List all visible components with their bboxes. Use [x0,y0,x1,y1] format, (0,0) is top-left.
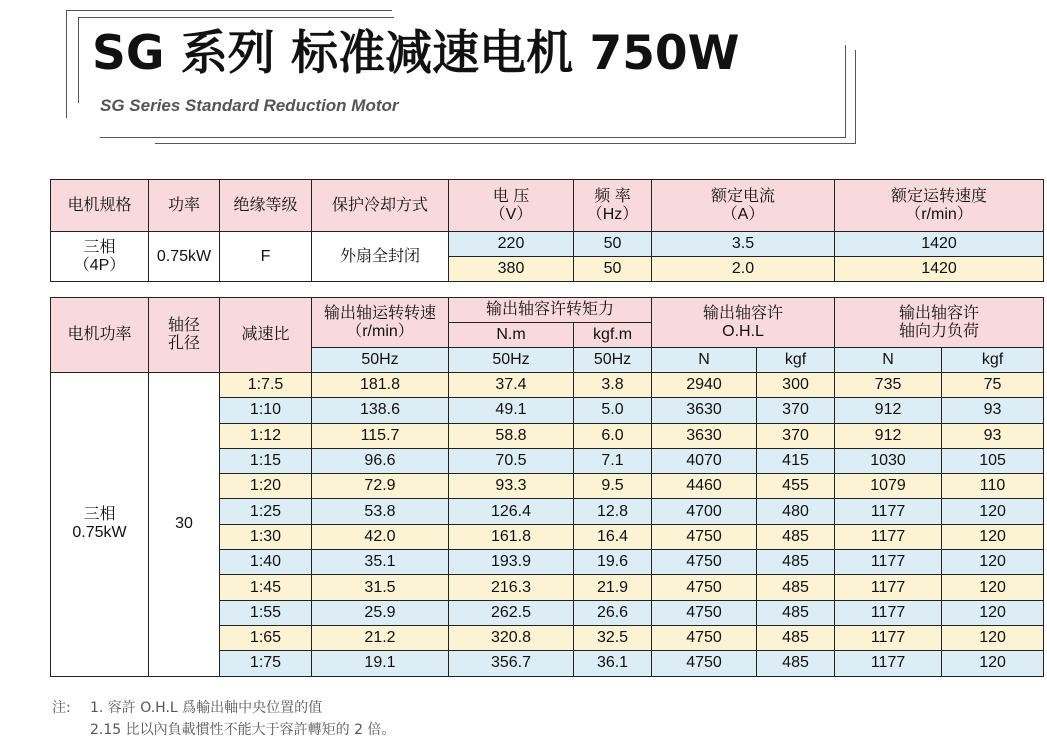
ratio-cell: 1:15 [220,448,312,473]
frame-line-bottom-inner [155,143,856,144]
ohl-n-cell: 4750 [652,524,757,549]
motor-power-value: 0.75kW [72,524,127,542]
axial-n-cell: 1177 [835,651,942,676]
axial-kgf-cell: 105 [942,448,1044,473]
output-speed-cell: 138.6 [312,398,449,423]
ohl-kgf-cell: 415 [757,448,835,473]
voltage-cell: 220 [449,232,574,257]
speed-cell: 1420 [835,232,1044,257]
output-speed-cell: 96.6 [312,448,449,473]
axial-n-cell: 912 [835,423,942,448]
header-motor-spec: 电机规格 [51,180,149,232]
header-cooling: 保护冷却方式 [312,180,449,232]
cooling-cell: 外扇全封闭 [312,232,449,282]
header-ratio: 减速比 [220,298,312,373]
header-insulation: 绝缘等级 [220,180,312,232]
ohl-n-cell: 4750 [652,550,757,575]
header-speed-unit: （r/min） [905,205,973,223]
frame-line-top [66,10,392,11]
header-output-speed-label: 输出轴运转转速 [323,304,436,322]
axial-n-cell: 1177 [835,625,942,650]
ohl-kgf-cell: 485 [757,524,835,549]
torque-nm-cell: 58.8 [449,423,574,448]
torque-kgf-cell: 32.5 [574,625,652,650]
header-current [652,180,835,232]
header-frequency-label: 频 率 [594,187,631,205]
header-speed-label: 额定运转速度 [890,187,987,205]
header-torque-kgf: kgf.m [574,323,652,348]
footnote-line-1 [52,697,395,719]
axial-n-cell: 1177 [835,499,942,524]
ratio-cell: 1:30 [220,524,312,549]
frame-line-left [66,10,67,118]
frame-line-top-inner [78,17,394,18]
ohl-kgf-cell: 485 [757,600,835,625]
torque-nm-cell: 93.3 [449,474,574,499]
header-ohl-n: N [652,348,757,373]
output-speed-cell: 31.5 [312,575,449,600]
ratio-cell: 1:10 [220,398,312,423]
ratio-cell: 1:40 [220,550,312,575]
ratio-cell: 1:12 [220,423,312,448]
motor-spec-table [50,179,1044,282]
torque-kgf-cell: 21.9 [574,575,652,600]
motor-poles: （4P） [73,256,126,274]
torque-kgf-cell: 7.1 [574,448,652,473]
ohl-n-cell: 4070 [652,448,757,473]
header-ohl [652,298,835,348]
header-shaft-diameter [149,298,220,373]
header-ohl-kgf: kgf [757,348,835,373]
ratio-cell: 1:55 [220,600,312,625]
output-speed-cell: 181.8 [312,373,449,398]
torque-nm-cell: 216.3 [449,575,574,600]
motor-spec-cell [51,232,149,282]
header-current-label: 额定电流 [710,187,775,205]
ratio-cell: 1:7.5 [220,373,312,398]
axial-n-cell: 1177 [835,575,942,600]
ohl-kgf-cell: 370 [757,423,835,448]
spec-header-row [51,180,1044,232]
axial-kgf-cell: 120 [942,575,1044,600]
torque-kgf-cell: 12.8 [574,499,652,524]
footnote-line-2: 2.15 比以內負載慣性不能大于容許轉矩的 2 倍。 [90,722,396,738]
ratio-cell: 1:75 [220,651,312,676]
ohl-n-cell: 3630 [652,398,757,423]
speed-cell: 1420 [835,257,1044,282]
ohl-kgf-cell: 480 [757,499,835,524]
ohl-n-cell: 4750 [652,625,757,650]
shaft-diameter-cell: 30 [149,373,220,677]
axial-kgf-cell: 120 [942,524,1044,549]
ohl-n-cell: 4700 [652,499,757,524]
axial-n-cell: 1177 [835,524,942,549]
header-voltage-unit: （V） [489,205,533,223]
table-row [51,373,1044,398]
footnote-text-1: 1. 容許 O.H.L 爲輸出軸中央位置的值 [90,700,323,716]
output-speed-cell: 35.1 [312,550,449,575]
ohl-n-cell: 4750 [652,575,757,600]
header-torque-nm: N.m [449,323,574,348]
output-speed-cell: 19.1 [312,651,449,676]
axial-n-cell: 1030 [835,448,942,473]
axial-n-cell: 912 [835,398,942,423]
footnote-label: 注: [52,700,71,716]
ratio-cell: 1:45 [220,575,312,600]
ohl-kgf-cell: 455 [757,474,835,499]
axial-kgf-cell: 120 [942,651,1044,676]
frequency-cell: 50 [574,257,652,282]
header-ohl-label: 输出轴容许 [703,304,784,322]
motor-power-phase: 三相 [83,506,116,524]
header-hz: 50Hz [449,348,574,373]
ratio-cell: 1:25 [220,499,312,524]
current-cell: 2.0 [652,257,835,282]
motor-power-cell [51,373,149,677]
voltage-cell: 380 [449,257,574,282]
motor-phase: 三相 [83,238,116,256]
current-cell: 3.5 [652,232,835,257]
ohl-n-cell: 4750 [652,651,757,676]
torque-nm-cell: 126.4 [449,499,574,524]
ohl-kgf-cell: 485 [757,575,835,600]
ratio-cell: 1:65 [220,625,312,650]
header-power: 功率 [149,180,220,232]
axial-kgf-cell: 120 [942,625,1044,650]
header-frequency [574,180,652,232]
axial-kgf-cell: 93 [942,398,1044,423]
frame-line-right-inner [855,50,856,144]
perf-header-row-1 [51,298,1044,323]
axial-kgf-cell: 120 [942,550,1044,575]
frequency-cell: 50 [574,232,652,257]
spec-row-220v [51,232,1044,257]
header-axial-sub: 轴向力负荷 [899,322,980,340]
insulation-cell: F [220,232,312,282]
output-speed-cell: 53.8 [312,499,449,524]
axial-kgf-cell: 120 [942,600,1044,625]
header-current-unit: （A） [721,205,765,223]
axial-kgf-cell: 110 [942,474,1044,499]
axial-kgf-cell: 120 [942,499,1044,524]
header-hz: 50Hz [312,348,449,373]
ohl-n-cell: 4460 [652,474,757,499]
output-speed-cell: 25.9 [312,600,449,625]
header-hz: 50Hz [574,348,652,373]
ohl-kgf-cell: 485 [757,651,835,676]
torque-nm-cell: 262.5 [449,600,574,625]
footnotes [52,697,395,741]
power-cell: 0.75kW [149,232,220,282]
header-output-speed [312,298,449,348]
header-shaft-diameter-1: 轴径 [167,317,200,334]
ohl-n-cell: 4750 [652,600,757,625]
axial-n-cell: 1079 [835,474,942,499]
torque-kgf-cell: 19.6 [574,550,652,575]
header-speed [835,180,1044,232]
header-output-speed-unit: （r/min） [346,322,414,340]
header-voltage [449,180,574,232]
header-motor-power: 电机功率 [51,298,149,373]
ohl-kgf-cell: 485 [757,550,835,575]
torque-nm-cell: 161.8 [449,524,574,549]
ohl-n-cell: 2940 [652,373,757,398]
ohl-kgf-cell: 300 [757,373,835,398]
torque-nm-cell: 320.8 [449,625,574,650]
header-axial-load [835,298,1044,348]
output-speed-cell: 42.0 [312,524,449,549]
ohl-kgf-cell: 485 [757,625,835,650]
page-title: SG 系列 标准减速电机 750W [92,26,740,81]
torque-kgf-cell: 3.8 [574,373,652,398]
performance-table [50,297,1044,677]
output-speed-cell: 72.9 [312,474,449,499]
frame-line-left-inner [78,17,79,103]
torque-kgf-cell: 16.4 [574,524,652,549]
output-speed-cell: 21.2 [312,625,449,650]
ohl-kgf-cell: 370 [757,398,835,423]
torque-kgf-cell: 5.0 [574,398,652,423]
header-axial-kgf: kgf [942,348,1044,373]
torque-nm-cell: 49.1 [449,398,574,423]
ratio-cell: 1:20 [220,474,312,499]
torque-nm-cell: 37.4 [449,373,574,398]
axial-n-cell: 1177 [835,600,942,625]
torque-nm-cell: 193.9 [449,550,574,575]
axial-n-cell: 1177 [835,550,942,575]
frame-line-bottom [100,137,845,138]
torque-kgf-cell: 9.5 [574,474,652,499]
torque-kgf-cell: 36.1 [574,651,652,676]
torque-kgf-cell: 6.0 [574,423,652,448]
header-torque: 输出轴容许转矩力 [449,298,652,323]
header-voltage-label: 电 压 [492,187,530,205]
frame-line-right [845,45,846,138]
page-subtitle: SG Series Standard Reduction Motor [100,96,399,115]
header-ohl-sub: O.H.L [722,322,764,340]
axial-kgf-cell: 93 [942,423,1044,448]
header-shaft-diameter-2: 孔径 [167,335,200,352]
header-frequency-unit: （Hz） [586,205,639,223]
header-axial-label: 输出轴容许 [899,304,980,322]
axial-n-cell: 735 [835,373,942,398]
torque-nm-cell: 356.7 [449,651,574,676]
torque-kgf-cell: 26.6 [574,600,652,625]
torque-nm-cell: 70.5 [449,448,574,473]
header-axial-n: N [835,348,942,373]
ohl-n-cell: 3630 [652,423,757,448]
axial-kgf-cell: 75 [942,373,1044,398]
output-speed-cell: 115.7 [312,423,449,448]
